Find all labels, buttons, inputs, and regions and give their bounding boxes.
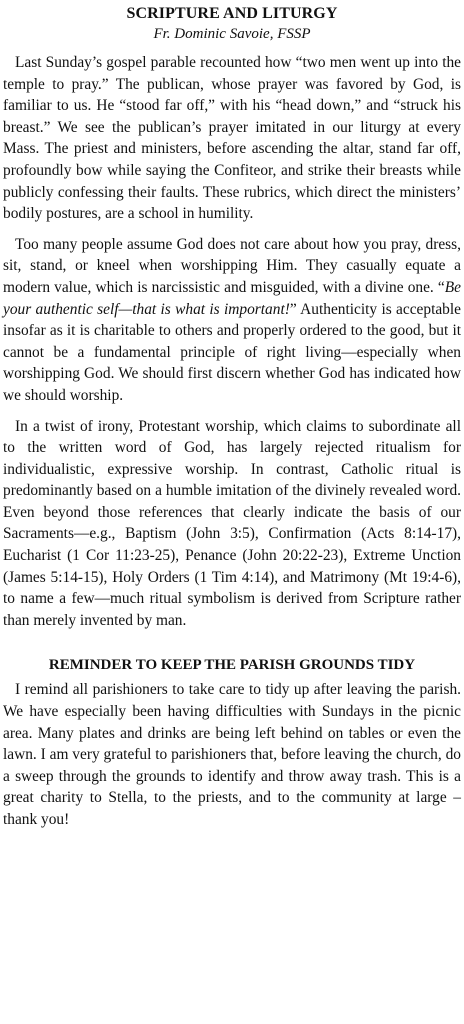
paragraph-2-italic-quote: Be your authentic self—that is what is important! [3, 278, 461, 318]
scripture-liturgy-article [3, 4, 461, 631]
article-title: SCRIPTURE AND LITURGY [126, 5, 338, 22]
reminder-title: REMINDER TO KEEP THE PARISH GROUNDS TIDY [48, 657, 416, 674]
paragraph-2-text-start: Too many people assume God does not care about how you pray, dress, sit, stand, or kneel when worshipping Him. They casually equate a modern value, which is narcissistic and misguided, with a divine one. “ [3, 235, 461, 296]
article-paragraph-2 [3, 234, 461, 407]
reminder-paragraph: I remind all parishioners to take care to tidy up after leaving the parish. We have especially been having difficulties with Sundays in the picnic area. Many plates and drinks are being left behind on tables or even the lawn. I am very grateful to parishioners that, before leaving the church, do a sweep through the grounds to identify and throw away trash. This is a great charity to Stella, to the priests, and to the community at large – thank you! [3, 681, 461, 828]
reminder-section [3, 655, 461, 830]
article-paragraph-3: In a twist of irony, Protestant worship, which claims to subordinate all to the written word of God, has largely rejected ritualism for individualistic, expressive worship. In contrast, Catholic ritual is predominantly based on a humble imitation of the divinely revealed word. Even beyond those references that clearly indicate the basis of our Sacraments—e.g., Baptism (John 3:5), Confirmation (Acts 8:14-17), Eucharist (1 Cor 11:23-25), Penance (John 20:22-23), Extreme Unction (James 5:14-15), Holy Orders (1 Tim 4:14), and Matrimony (Mt 19:4-6), to name a few—much ritual symbolism is derived from Scripture rather than merely invented by man. [3, 417, 461, 629]
article-paragraph-1: Last Sunday’s gospel parable recounted how “two men went up into the temple to pray.” The publican, whose prayer was favored by God, is familiar to us. He “stood far off,” with his “head down,” and “struck his breast.” We see the publican’s prayer imitated in our liturgy at every Mass. The priest and ministers, before ascending the altar, stand far off, profoundly bow while saying the Confiteor, and strike their breasts while publicly confessing their faults. These rubrics, which direct the ministers’ bodily postures, are a school in humility. [3, 54, 461, 223]
paragraph-2-text-end: ” Authenticity is acceptable insofar as it is charitable to others and properly ordered to the good, but it cannot be a fundamental principle of right living—especially when worshipping God. We should first discern whether God has indicated how we should worship. [3, 300, 461, 404]
article-byline: Fr. Dominic Savoie, FSSP [153, 26, 311, 42]
